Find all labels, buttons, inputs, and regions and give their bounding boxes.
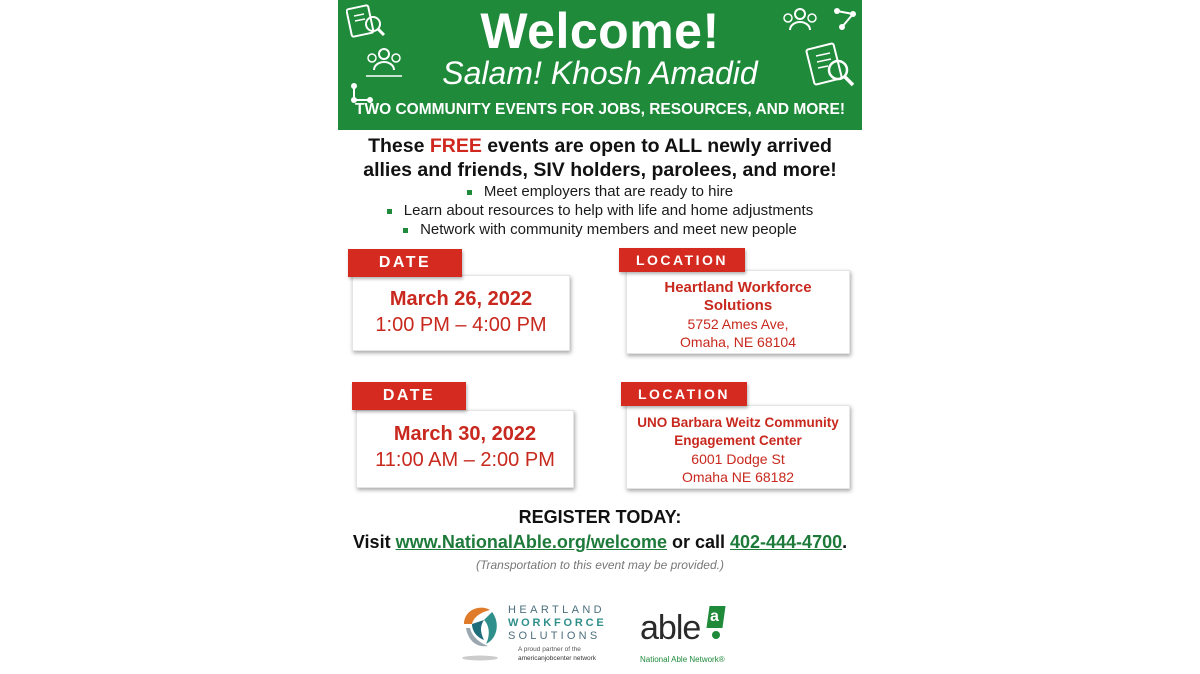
headline	[338, 134, 862, 182]
list-item: Learn about resources to help with life and home adjustments	[338, 201, 862, 220]
hws-line1: HEARTLAND	[508, 604, 606, 616]
able-mark: a	[706, 606, 726, 640]
register-line: Visit www.NationalAble.org/welcome or call 402-444-4700.	[352, 532, 848, 552]
event1-location-card	[626, 270, 850, 354]
event1-location-name-line2: Solutions	[703, 297, 773, 314]
banner-subtitle: Salam! Khosh Amadid	[442, 55, 758, 91]
benefit-list	[338, 182, 862, 239]
list-item: Network with community members and meet new people	[338, 220, 862, 239]
bullet-square-icon	[467, 190, 472, 195]
event2-location-name-line2: Engagement Center	[674, 433, 802, 448]
event2-location-card	[626, 405, 850, 489]
welcome-banner	[338, 0, 862, 130]
headline-prefix: These	[368, 135, 430, 157]
bullet-square-icon	[387, 209, 392, 214]
able-caption: National Able Network®	[640, 655, 725, 664]
event1-address-line1: 5752 Ames Ave,	[687, 316, 789, 332]
event2-address-line2: Omaha NE 68182	[681, 469, 795, 485]
event2-time: 11:00 AM – 2:00 PM	[375, 449, 555, 471]
event2-date: March 30, 2022	[393, 423, 537, 445]
transportation-note: (Transportation to this event may be provided.)	[476, 558, 724, 572]
event1-address-line2: Omaha, NE 68104	[680, 334, 796, 350]
event1-location-name: Heartland Workforce	[664, 279, 812, 296]
bullet-square-icon	[403, 228, 408, 233]
register-url-link[interactable]: www.NationalAble.org/welcome	[395, 532, 667, 552]
headline-line2: allies and friends, SIV holders, parolees, and more!	[363, 159, 837, 181]
hws-partner: A proud partner of the	[518, 646, 581, 653]
national-able-logo	[638, 600, 738, 666]
hws-network: americanjobcenter network	[518, 655, 597, 662]
event2-date-card	[356, 410, 574, 488]
event2-date-tag: DATE	[352, 382, 466, 410]
event1-time: 1:00 PM – 4:00 PM	[375, 314, 547, 336]
banner-title: Welcome!	[480, 3, 720, 59]
event2-location-tag: LOCATION	[621, 382, 747, 406]
event1-date: March 26, 2022	[389, 288, 533, 310]
heartland-swirl-icon	[458, 602, 502, 662]
event2-location-name: UNO Barbara Weitz Community	[637, 415, 839, 430]
register-heading: REGISTER TODAY:	[518, 507, 682, 527]
list-item: Meet employers that are ready to hire	[338, 182, 862, 201]
heartland-workforce-logo	[458, 600, 618, 666]
phone-link[interactable]: 402-444-4700	[730, 532, 843, 552]
event1-date-tag: DATE	[348, 249, 462, 277]
event1-location-tag: LOCATION	[619, 248, 745, 272]
headline-line1-rest: events are open to ALL newly arrived	[481, 135, 832, 157]
event2-address-line1: 6001 Dodge St	[691, 451, 785, 467]
flyer	[338, 0, 862, 674]
banner-tagline: TWO COMMUNITY EVENTS FOR JOBS, RESOURCES, AND MORE!	[355, 101, 845, 118]
able-wordmark: able	[640, 609, 701, 647]
hws-line2: WORKFORCE	[508, 617, 607, 629]
headline-free-word: FREE	[429, 135, 482, 157]
hws-line3: SOLUTIONS	[508, 630, 601, 642]
event1-date-card	[352, 275, 570, 351]
